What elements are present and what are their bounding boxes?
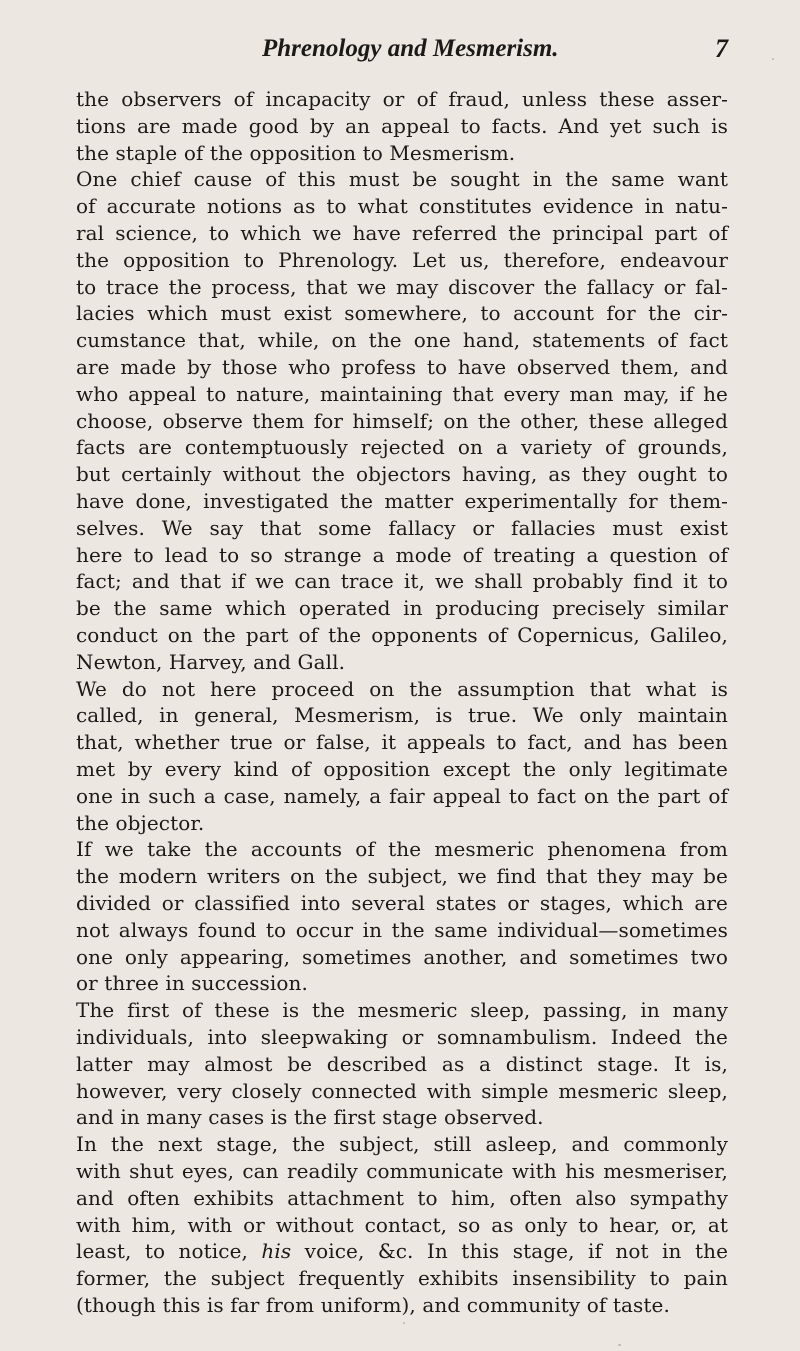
text-line: ral science, to which we have referred the principal part of [76,221,728,245]
text-line: choose, observe them for himself; on the other, these alleged [76,408,728,433]
text-line: selves. We say that some fallacy or fallacies must exist [76,515,728,540]
text-line: and often exhibits attachment to him, often also sympathy [76,1185,728,1210]
text-line: but certainly without the objectors having, as they ought to [76,462,728,487]
text-line: In the next stage, the subject, still asleep, and commonly [76,1132,728,1157]
text-line: to trace the process, that we may discover the fallacy or fal- [76,274,728,299]
text-line: former, the subject frequently exhibits insensibility to pain [76,1266,728,1291]
text-line: (though this is far from uniform), and community of taste. [76,1293,670,1317]
text-line: fact; and that if we can trace it, we shall probably find it to [76,569,728,594]
text-line: who appeal to nature, maintaining that every man may, if he [76,381,728,406]
emphasis-word: his [261,1239,292,1264]
text-line: that, whether true or false, it appeals to fact, and has been [76,730,728,755]
text-line: lacies which must exist somewhere, to account for the cir- [76,301,728,326]
text-line: cumstance that, while, on the one hand, statements of fact [76,328,728,353]
text-line: We do not here proceed on the assumption that what is [76,676,728,701]
text-line: Newton, Harvey, and Gall. [76,649,346,674]
text-line: or three in succession. [76,971,308,996]
text-line: facts are contemptuously rejected on a variety of grounds, [76,435,728,460]
text-span: voice, &c. In this stage, if not in the [291,1239,728,1264]
text-line: one in such a case, namely, a fair appeal to fact on the part of [76,783,728,808]
text-line: be the same which operated in producing precisely similar [76,596,728,621]
text-line: latter may almost be described as a distinct stage. It is, [76,1051,728,1076]
running-title: Phrenology and Mesmerism. [262,35,559,62]
text-line: of accurate notions as to what constitutes evidence in natu- [76,194,728,219]
text-line: with him, with or without contact, so as only to hear, or, at [76,1212,728,1237]
text-line: with shut eyes, can readily communicate with his mesmeriser, [76,1159,728,1183]
text-line: tions are made good by an appeal to facts. And yet such is [76,113,728,138]
text-line: here to lead to so strange a mode of treating a question of [76,542,728,567]
text-line: called, in general, Mesmerism, is true. We only maintain [76,703,728,728]
text-line: and in many cases is the first stage observed. [76,1105,544,1130]
text-line: One chief cause of this must be sought in the same want [76,167,728,192]
text-line: the observers of incapacity or of fraud, unless these asser- [76,87,728,111]
text-line: divided or classified into several states or stages, which are [76,891,728,915]
text-line: conduct on the part of the opponents of Copernicus, Galileo, [76,623,728,647]
page-number: 7 [715,34,728,63]
text-line: one only appearing, sometimes another, and sometimes two [76,944,728,969]
text-line: The first of these is the mesmeric sleep, passing, in many [76,998,728,1023]
text-span: least, to notice, [76,1239,262,1264]
text-line: the modern writers on the subject, we find that they may be [76,864,728,889]
text-line [76,1238,728,1264]
text-line: If we take the accounts of the mesmeric phenomena from [76,837,728,862]
text-line: the opposition to Phrenology. Let us, therefore, endeavour [76,247,728,272]
text-line: individuals, into sleepwaking or somnambulism. Indeed the [76,1025,728,1049]
paper-speck [618,1344,621,1346]
paper-speck [772,58,774,60]
text-line: the objector. [76,810,205,835]
paper-speck [403,1322,405,1324]
text-line: met by every kind of opposition except the only legitimate [76,757,728,781]
text-line: the staple of the opposition to Mesmerism. [76,140,516,165]
text-line: are made by those who profess to have observed them, and [76,355,728,379]
text-line: not always found to occur in the same individual—sometimes [76,917,728,942]
running-head [0,34,800,74]
text-line: however, very closely connected with simple mesmeric sleep, [76,1078,728,1103]
text-line: have done, investigated the matter experimentally for them- [76,489,728,513]
